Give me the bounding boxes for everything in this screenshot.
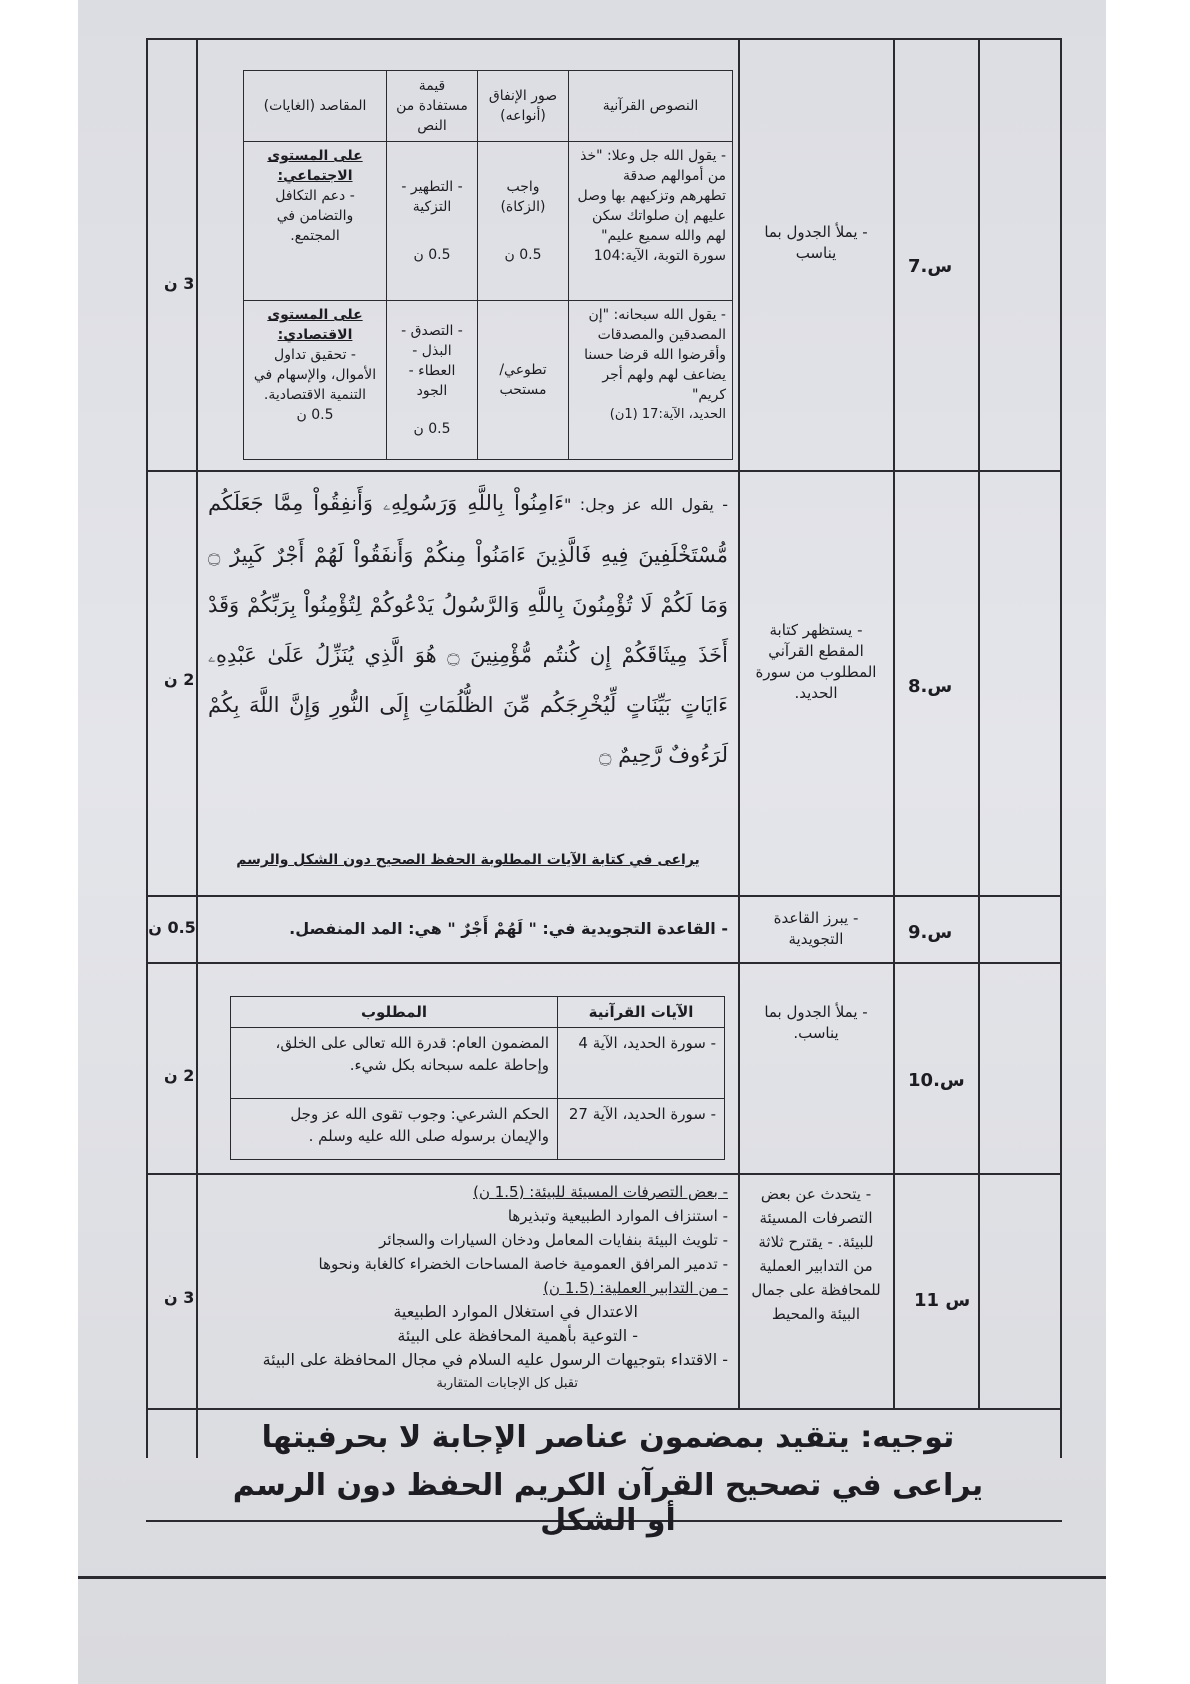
q7-row1-goal xyxy=(244,142,387,301)
q10-row2-answer: الحكم الشرعي: وجوب تقوى الله عز وجل والإيمان برسوله صلى الله عليه وسلم . xyxy=(231,1099,558,1160)
q7-row2-value-score: 0.5 ن xyxy=(413,421,451,437)
page-bottom-rule xyxy=(78,1576,1106,1579)
q10-table xyxy=(230,996,725,1160)
q11-line-7: - التوعية بأهمية المحافظة على البيئة xyxy=(397,1326,638,1345)
q7-table xyxy=(243,70,733,460)
row-q8-end xyxy=(146,895,1062,897)
q10-row1-answer: المضمون العام: قدرة الله تعالى على الخلق، وإحاطة علمه سبحانه بكل شيء. xyxy=(231,1028,558,1099)
q7-table-header xyxy=(244,71,733,142)
q7-row2-goal-score: 0.5 ن xyxy=(296,407,334,423)
q7-row1-value xyxy=(387,142,478,301)
q9-number: س.9 xyxy=(908,922,953,943)
col-score-divider xyxy=(196,38,198,1458)
q9-instruction: - يبرز القاعدة التجويدية xyxy=(773,909,859,948)
q7-header-value: قيمة مستفادة من النص xyxy=(387,71,478,142)
q11-line-5: - من التدابير العملية: (1.5 ن) xyxy=(543,1279,728,1297)
frame-right xyxy=(1060,38,1062,1458)
q7-header-text: النصوص القرآنية xyxy=(569,71,733,142)
q11-line-9: تقبل كل الإجابات المتقاربة xyxy=(436,1376,578,1391)
row-q9-end xyxy=(146,962,1062,964)
q8-instruction: - يستظهر كتابة المقطع القرآني المطلوب من سورة الحديد. xyxy=(755,621,877,702)
q7-row1-type-score: 0.5 ن xyxy=(504,247,542,263)
row-top xyxy=(146,38,1062,40)
q7-row2-goal-text: - تحقيق تداول الأموال، والإسهام في التنمية الاقتصادية. xyxy=(253,347,377,403)
q7-row2-value xyxy=(387,301,478,460)
q7-row1-goal-title: على المستوى الاجتماعي: xyxy=(267,148,363,184)
q7-number: س.7 xyxy=(908,256,953,277)
q10-row-2 xyxy=(231,1099,725,1160)
q7-row2-goal-title: على المستوى الاقتصادي: xyxy=(267,307,363,343)
row-q11-end xyxy=(146,1408,1062,1410)
col-instruction-divider xyxy=(893,38,895,1408)
q11-answer xyxy=(208,1180,728,1396)
q7-row2-verse: - يقول الله سبحانه: "إن المصدقين والمصدقات وأقرضوا الله قرضا حسنا يضاعف لهم ولهم أجر كريم" xyxy=(584,307,726,403)
q11-line-8: - الاقتداء بتوجيهات الرسول عليه السلام في مجال المحافظة على البيئة xyxy=(262,1350,728,1369)
q10-row1-verse: - سورة الحديد، الآية 4 xyxy=(558,1028,725,1099)
q8-number: س.8 xyxy=(908,676,953,697)
q7-score: 3 ن xyxy=(164,274,195,293)
footer-note: يراعى في تصحيح القرآن الكريم الحفظ دون الرسم أو الشكل xyxy=(232,1468,984,1538)
col-qnum-divider xyxy=(978,38,980,1408)
q7-instruction: - يملأ الجدول بما يناسب xyxy=(764,223,868,262)
q9-answer: - القاعدة التجويدية في: " لَهُمْ أَجْرٌ " هي: المد المنفصل. xyxy=(289,919,728,938)
q7-row2-ref: الحديد، الآية:17 (1ن) xyxy=(609,407,726,422)
q11-line-2: - استنزاف الموارد الطبيعية وتبذيرها xyxy=(507,1207,728,1225)
paper-sheet xyxy=(78,0,1106,1684)
q11-instruction: - يتحدث عن بعض التصرفات المسيئة للبيئة. - يقترح ثلاثة من التدابير العملية للمحافظة على جمال البيئة والمحيط xyxy=(751,1185,881,1323)
q11-score: 3 ن xyxy=(164,1288,195,1307)
q7-row2-type: تطوعي/ مستحب xyxy=(478,301,569,460)
q7-row1-type-text: واجب (الزكاة) xyxy=(500,179,546,215)
q11-line-4: - تدمير المرافق العمومية خاصة المساحات الخضراء كالغابة ونحوها xyxy=(318,1255,728,1273)
q7-header-goal: المقاصد (الغايات) xyxy=(244,71,387,142)
q7-row1-goal-text: - دعم التكافل والتضامن في المجتمع. xyxy=(275,188,355,244)
q7-row1-text: - يقول الله جل وعلا: "خذ من أموالهم صدقة تطهرهم وتزكيهم بها وصل عليهم إن صلواتك سكن لهم والله سميع عليم" سورة التوبة، الآية:104 xyxy=(569,142,733,301)
q7-header-type: صور الإنفاق (أنواعه) xyxy=(478,71,569,142)
q10-header-answer: المطلوب xyxy=(231,997,558,1028)
q8-note: يراعى في كتابة الآيات المطلوبة الحفظ الصحيح دون الشكل والرسم xyxy=(236,852,700,868)
q10-header-verse: الآيات القرآنية xyxy=(558,997,725,1028)
q10-row-1 xyxy=(231,1028,725,1099)
footer-guidance: توجيه: يتقيد بمضمون عناصر الإجابة لا بحرفيتها xyxy=(261,1420,955,1455)
q10-number: س.10 xyxy=(908,1070,965,1091)
q10-table-header xyxy=(231,997,725,1028)
q7-row2-value-text: - التصدق - البذل - العطاء - الجود xyxy=(401,323,463,399)
q7-row2-text xyxy=(569,301,733,460)
row-q10-end xyxy=(146,1173,1062,1175)
frame-left xyxy=(146,38,148,1458)
row-q7-end xyxy=(146,470,1062,472)
q11-line-1: - بعض التصرفات المسيئة للبيئة: (1.5 ن) xyxy=(473,1183,728,1201)
q7-row-2 xyxy=(244,301,733,460)
q8-verse-block xyxy=(208,478,728,780)
q9-score: 0.5 ن xyxy=(148,918,196,937)
q7-row1-type xyxy=(478,142,569,301)
q8-verse: ءَامِنُواْ بِاللَّهِ وَرَسُولِهِۦ وَأَنفِقُواْ مِمَّا جَعَلَكُم مُّسْتَخْلَفِينَ فِيهِ فَالَّذِينَ ءَامَنُواْ مِنكُمْ وَأَنفَقُواْ لَهُمْ أَجْرٌ كَبِيرٌ ۝ وَمَا لَكُمْ لَا تُؤْمِنُونَ بِاللَّهِ وَالرَّسُولُ يَدْعُوكُمْ لِتُؤْمِنُواْ بِرَبِّكُمْ وَقَدْ أَخَذَ مِيثَاقَكُمْ إِن كُنتُم مُّؤْمِنِينَ ۝ هُوَ الَّذِي يُنَزِّلُ عَلَىٰ عَبْدِهِۦ ءَايَاتٍ بَيِّنَاتٍ لِّيُخْرِجَكُم مِّنَ الظُّلُمَاتِ إِلَى النُّورِ وَإِنَّ اللَّهَ بِكُمْ لَرَءُوفٌ رَّحِيمٌ ۝ xyxy=(208,491,728,767)
q11-line-3: - تلويث البيئة بنفايات المعامل ودخان السيارات والسجائر xyxy=(379,1231,728,1249)
q8-intro: - يقول الله عز وجل: " xyxy=(564,495,728,514)
col-answer-divider xyxy=(738,38,740,1408)
q10-row2-verse: - سورة الحديد، الآية 27 xyxy=(558,1099,725,1160)
q11-line-6: الاعتدال في استغلال الموارد الطبيعية xyxy=(393,1302,638,1321)
q7-row1-value-text: - التطهير - التزكية xyxy=(401,179,463,215)
q11-number: س 11 xyxy=(914,1290,971,1311)
q10-score: 2 ن xyxy=(164,1066,195,1085)
q7-row1-value-score: 0.5 ن xyxy=(413,247,451,263)
q8-score: 2 ن xyxy=(164,670,195,689)
q7-row-1 xyxy=(244,142,733,301)
q7-row2-goal xyxy=(244,301,387,460)
q10-instruction: - يملأ الجدول بما يناسب. xyxy=(764,1003,868,1042)
